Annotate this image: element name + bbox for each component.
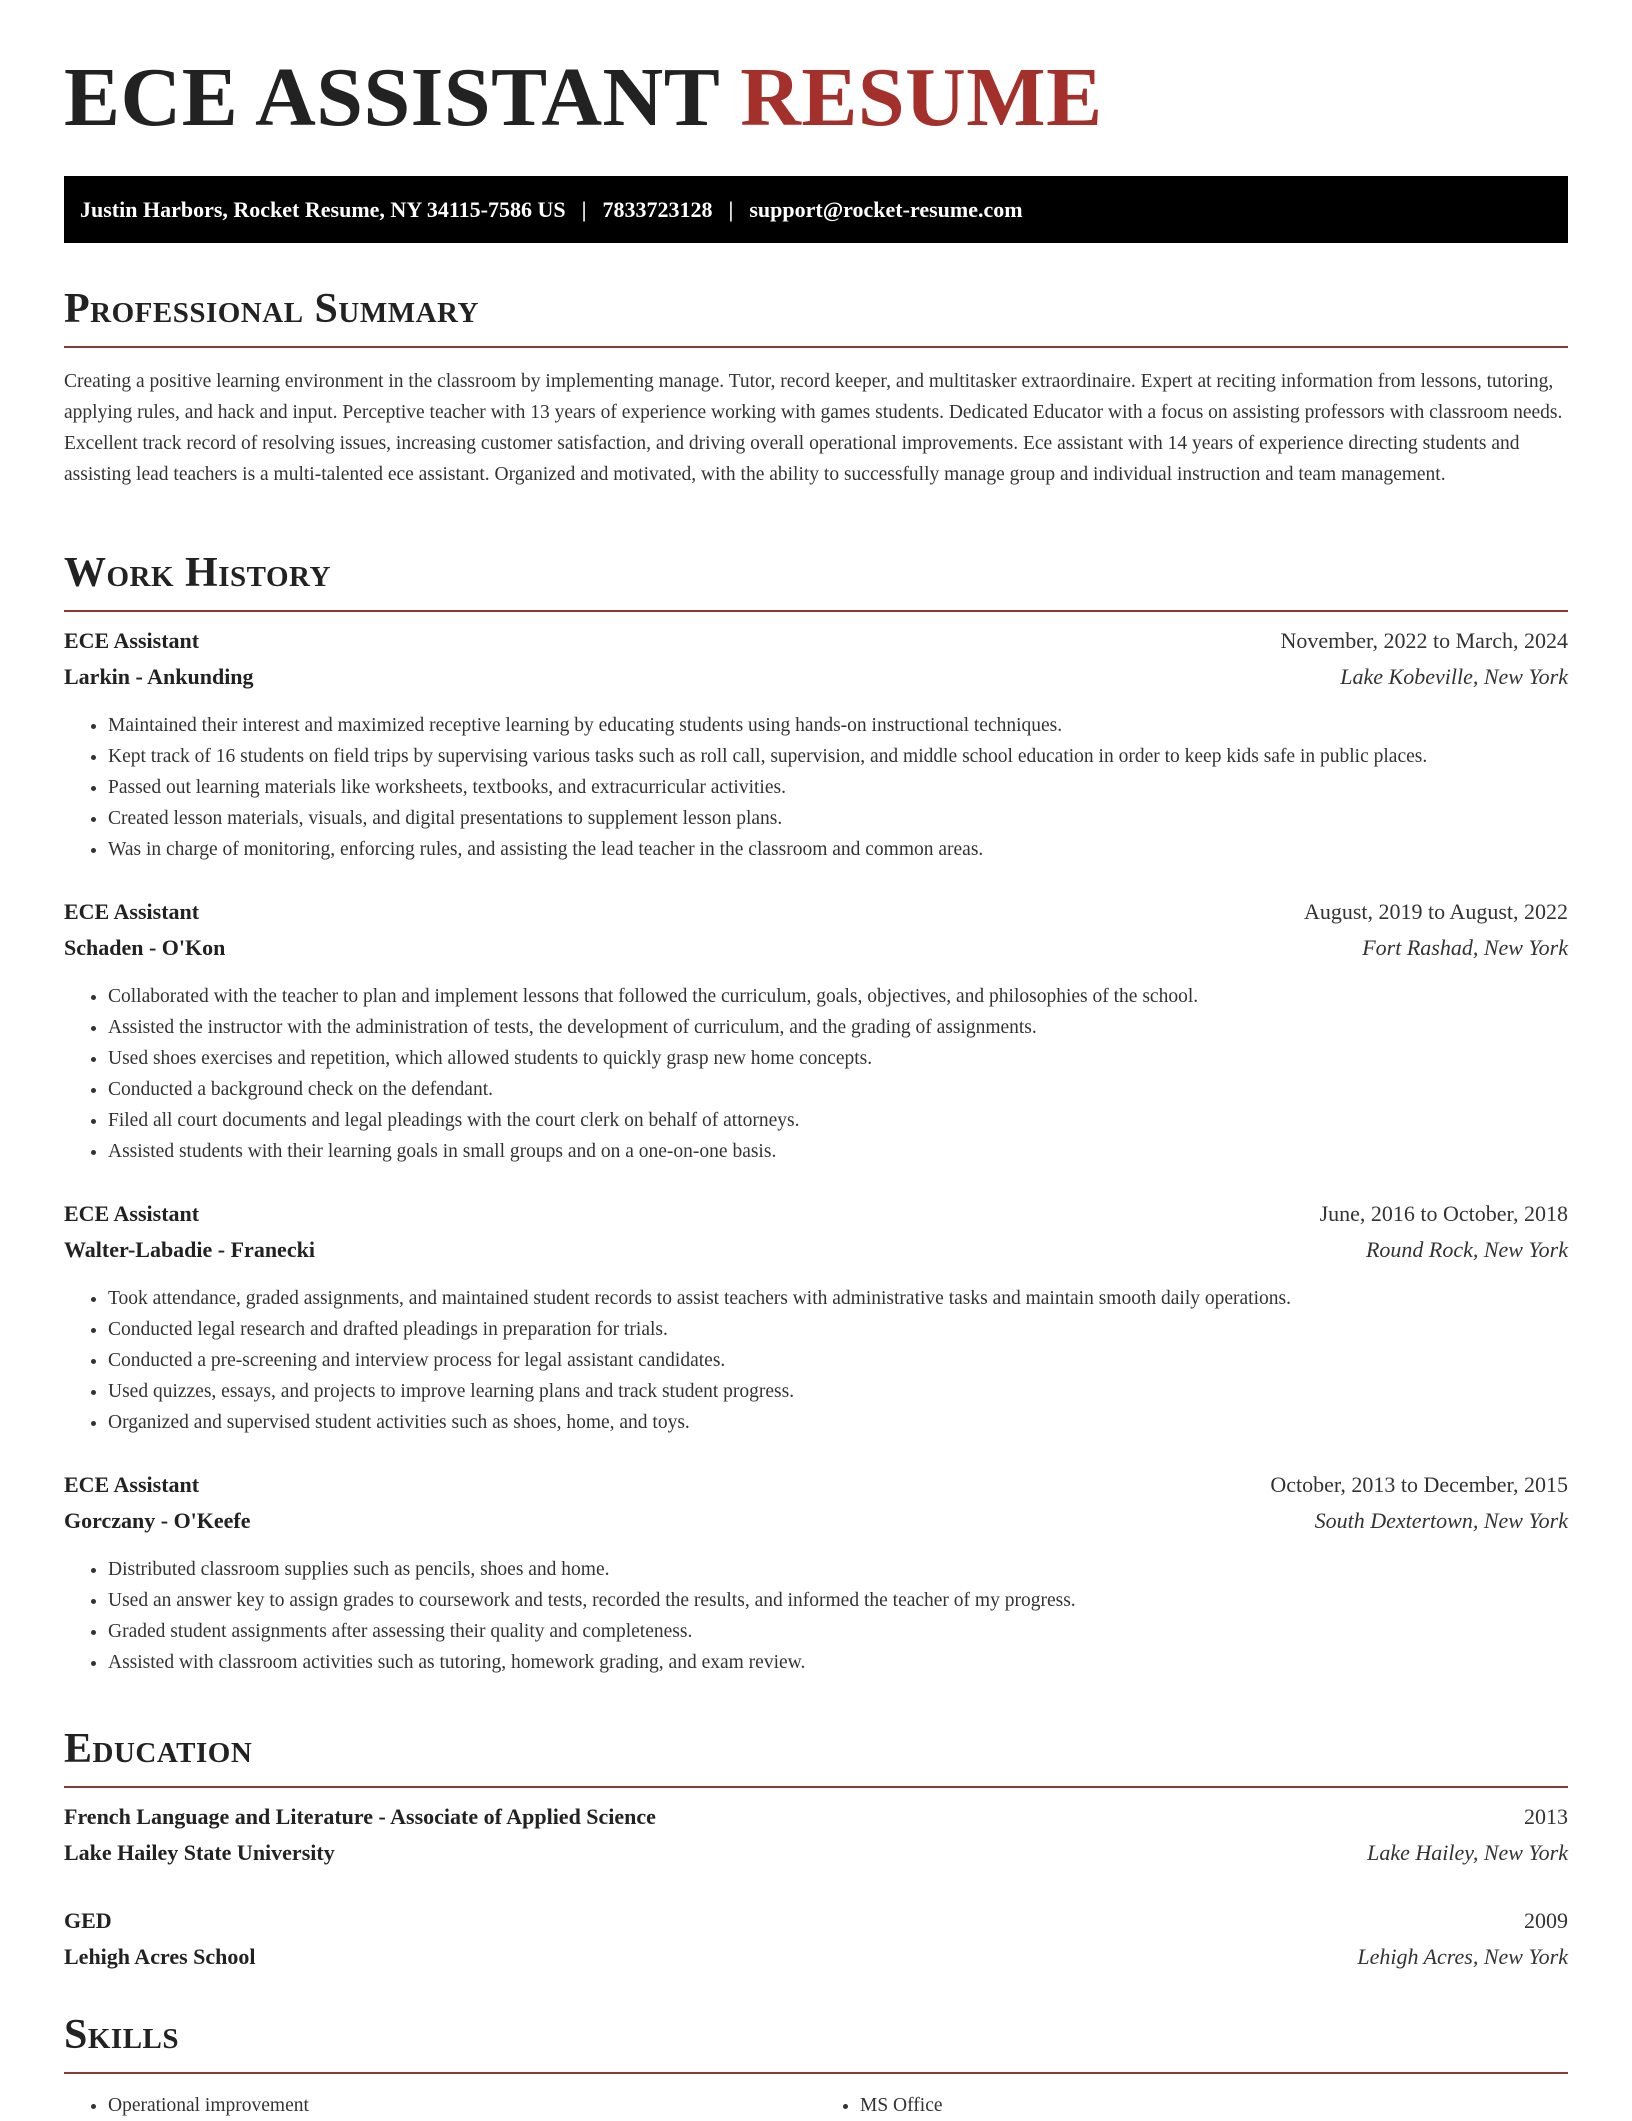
job-duties bbox=[64, 981, 1568, 1167]
section-divider bbox=[64, 346, 1568, 348]
contact-email: support@rocket-resume.com bbox=[749, 196, 1023, 222]
duty-item: • Collaborated with the teacher to plan and implement lessons that followed the curriculum, goals, objectives, and philosophies of the school. bbox=[108, 981, 1568, 1012]
job-title: ECE Assistant bbox=[64, 1472, 200, 1498]
duty-item: • Organized and supervised student activities such as shoes, home, and toys. bbox=[108, 1407, 1568, 1438]
job-location: Lake Kobeville, New York bbox=[1340, 664, 1568, 690]
duty-item: • Filed all court documents and legal pleadings with the court clerk on behalf of attorneys. bbox=[108, 1105, 1568, 1136]
duty-item: • Conducted legal research and drafted pleadings in preparation for trials. bbox=[108, 1314, 1568, 1345]
job-title: ECE Assistant bbox=[64, 899, 200, 925]
duty-item: • Used shoes exercises and repetition, which allowed students to quickly grasp new home concepts. bbox=[108, 1043, 1568, 1074]
job-duties bbox=[64, 1554, 1568, 1678]
job-entry bbox=[64, 1201, 1568, 1438]
title-accent: RESUME bbox=[740, 51, 1103, 144]
duty-item: • Used quizzes, essays, and projects to improve learning plans and track student progress. bbox=[108, 1376, 1568, 1407]
duty-item: • Used an answer key to assign grades to coursework and tests, recorded the results, and informed the teacher of my progress. bbox=[108, 1585, 1568, 1616]
graduation-year: 2009 bbox=[1524, 1908, 1568, 1934]
school-name: Lake Hailey State University bbox=[64, 1840, 335, 1866]
job-title: ECE Assistant bbox=[64, 628, 200, 654]
skills-list-left bbox=[64, 2090, 816, 2121]
education-section bbox=[64, 1724, 1568, 1980]
education-entry bbox=[64, 1804, 1568, 1876]
job-dates: November, 2022 to March, 2024 bbox=[1280, 628, 1568, 654]
job-entry bbox=[64, 1472, 1568, 1678]
duty-item: • Kept track of 16 students on field trips by supervising various tasks such as roll call, supervision, and middle school education in order to keep kids safe in public places. bbox=[108, 741, 1568, 772]
graduation-year: 2013 bbox=[1524, 1804, 1568, 1830]
job-dates: August, 2019 to August, 2022 bbox=[1303, 899, 1568, 925]
school-location: Lehigh Acres, New York bbox=[1357, 1944, 1568, 1970]
job-company: Walter-Labadie - Franecki bbox=[64, 1237, 315, 1263]
duty-item: • Assisted with classroom activities such as tutoring, homework grading, and exam review. bbox=[108, 1647, 1568, 1678]
job-duties bbox=[64, 710, 1568, 865]
section-heading-education: Education bbox=[64, 1726, 253, 1772]
education-entry bbox=[64, 1908, 1568, 1980]
job-location: South Dextertown, New York bbox=[1314, 1508, 1568, 1534]
duty-item: • Created lesson materials, visuals, and digital presentations to supplement lesson plans. bbox=[108, 803, 1568, 834]
degree-name: GED bbox=[64, 1908, 112, 1934]
job-location: Round Rock, New York bbox=[1365, 1237, 1568, 1263]
duty-item: • Was in charge of monitoring, enforcing rules, and assisting the lead teacher in the classroom and common areas. bbox=[108, 834, 1568, 865]
section-divider bbox=[64, 610, 1568, 612]
job-dates: June, 2016 to October, 2018 bbox=[1319, 1201, 1568, 1227]
duty-item: • Passed out learning materials like worksheets, textbooks, and extracurricular activities. bbox=[108, 772, 1568, 803]
duty-item: • Distributed classroom supplies such as pencils, shoes and home. bbox=[108, 1554, 1568, 1585]
job-company: Gorczany - O'Keefe bbox=[64, 1508, 251, 1534]
duty-item: • Conducted a background check on the defendant. bbox=[108, 1074, 1568, 1105]
degree-name: French Language and Literature - Associate of Applied Science bbox=[64, 1804, 656, 1830]
title-primary: ECE ASSISTANT bbox=[64, 51, 719, 144]
job-title: ECE Assistant bbox=[64, 1201, 200, 1227]
school-name: Lehigh Acres School bbox=[64, 1944, 256, 1970]
job-company: Larkin - Ankunding bbox=[64, 664, 254, 690]
skill-item: • MS Office bbox=[860, 2090, 1568, 2121]
resume-title bbox=[64, 52, 1103, 144]
job-dates: October, 2013 to December, 2015 bbox=[1270, 1472, 1568, 1498]
contact-address: Justin Harbors, Rocket Resume, NY 34115-7586 US bbox=[80, 196, 566, 222]
summary-text: Creating a positive learning environment in the classroom by implementing manage. Tutor, record keeper, and multitasker extraordinaire. Expert at reciting information from lessons, tutoring, applying rules, and hack and input. Perceptive teacher with 13 years of experience working with games students. Dedicated Educator with a focus on assisting professors with classroom needs. Excellent track record of resolving issues, increasing customer satisfaction, and driving overall operational improvements. Ece assistant with 14 years of experience directing students and assisting lead teachers is a multi-talented ece assistant. Organized and motivated, with the ability to successfully manage group and individual instruction and team management. bbox=[64, 371, 1563, 486]
duty-item: • Took attendance, graded assignments, and maintained student records to assist teachers with administrative tasks and maintain smooth daily operations. bbox=[108, 1283, 1568, 1314]
duty-item: • Graded student assignments after assessing their quality and completeness. bbox=[108, 1616, 1568, 1647]
job-location: Fort Rashad, New York bbox=[1362, 935, 1568, 961]
contact-phone: 7833723128 bbox=[602, 196, 713, 222]
job-company: Schaden - O'Kon bbox=[64, 935, 226, 961]
summary-section bbox=[64, 284, 1568, 510]
skills-section bbox=[64, 2010, 1568, 2121]
contact-separator: | bbox=[581, 196, 587, 222]
job-entry bbox=[64, 628, 1568, 865]
duty-item: • Maintained their interest and maximized receptive learning by educating students using hands-on instructional techniques. bbox=[108, 710, 1568, 741]
skills-list-right bbox=[816, 2090, 1568, 2121]
duty-item: • Assisted the instructor with the administration of tests, the development of curriculum, and the grading of assignments. bbox=[108, 1012, 1568, 1043]
duty-item: • Assisted students with their learning goals in small groups and on a one-on-one basis. bbox=[108, 1136, 1568, 1167]
school-location: Lake Hailey, New York bbox=[1367, 1840, 1568, 1866]
section-heading-summary: Professional Summary bbox=[64, 286, 479, 332]
work-history-section bbox=[64, 548, 1568, 1678]
skill-item: • Operational improvement bbox=[108, 2090, 816, 2121]
section-heading-work: Work History bbox=[64, 550, 331, 596]
skills-columns bbox=[64, 2090, 1568, 2121]
section-divider bbox=[64, 2072, 1568, 2074]
section-heading-skills: Skills bbox=[64, 2012, 180, 2058]
contact-bar bbox=[64, 176, 1568, 243]
contact-separator: | bbox=[728, 196, 734, 222]
job-entry bbox=[64, 899, 1568, 1167]
duty-item: • Conducted a pre-screening and interview process for legal assistant candidates. bbox=[108, 1345, 1568, 1376]
job-duties bbox=[64, 1283, 1568, 1438]
section-divider bbox=[64, 1786, 1568, 1788]
